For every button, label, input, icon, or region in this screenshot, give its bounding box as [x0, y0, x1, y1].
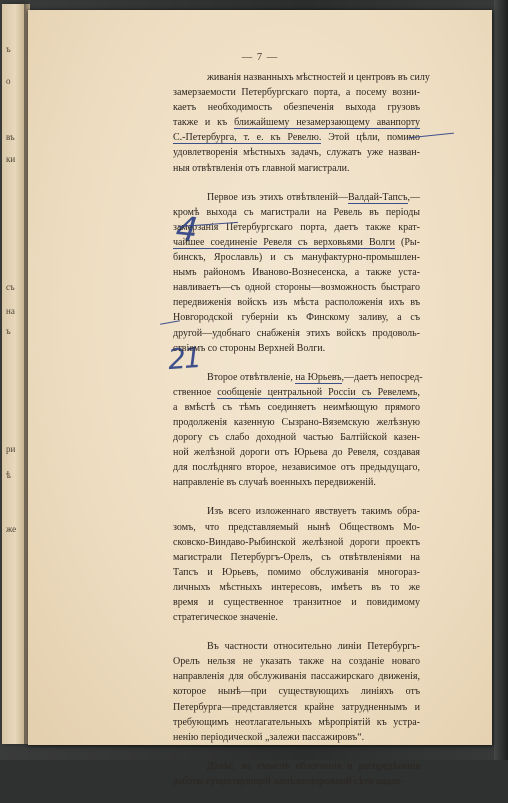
text-line: Новгородской губерніи къ Финскому заливу, а съ [173, 312, 420, 324]
text-line: время и существенное транзитное и повидимому [173, 597, 420, 608]
text-line: дорогу съ слабо доходной частью Балтійской казен- [173, 432, 420, 444]
paragraph [173, 504, 420, 625]
text-line: нымъ райономъ Иваново-Вознесенска, а также уста- [173, 267, 420, 279]
text-line: сковско-Виндаво-Рыбинской желѣзной дороги проектъ [173, 536, 420, 548]
previous-page-fragment: же [6, 524, 17, 534]
text-line: зомъ, что представляемый нынѣ Обществомъ Мо- [173, 521, 420, 533]
paragraph [173, 70, 430, 176]
text-line: Петербурга—представляется крайне затрудненнымъ и [173, 701, 420, 713]
text-line: Далѣе, въ смыслѣ облегченія и распредѣленія [207, 760, 420, 772]
text-line: другой—удобнаго снабженія этихъ войскъ продоволь- [173, 327, 420, 339]
underlined-passage: С.-Петербурга, т. е. къ Ревелю. [173, 132, 322, 144]
text-line: продолженія казенную Сызрано-Вяземскую желѣзную [173, 416, 420, 428]
underlined-passage: ближайшему незамерзающему аванпорту [234, 117, 421, 129]
paragraph [173, 759, 420, 789]
previous-page-fragment: ъ [6, 326, 11, 336]
cover-edge [494, 0, 508, 760]
text-line: а вмѣстѣ съ тѣмъ соединяетъ неимѣющую прямого [173, 401, 420, 413]
text-line: направленіе въ случаѣ военныхъ передвиженій. [173, 477, 376, 489]
underlined-passage: на Юрьевъ [295, 371, 342, 383]
page-number: — 7 — [241, 52, 279, 63]
paragraph [173, 190, 420, 356]
text-line: стратегическое значеніе. [173, 612, 278, 624]
text-line: ственное сообщеніе центральной Россіи съ Ревелемъ, [173, 386, 420, 398]
text-line: замерзанія Петербургскаго порта, даетъ также крат- [173, 221, 420, 233]
previous-page-fragment: ки [6, 154, 16, 164]
previous-page-fragment: на [6, 306, 15, 316]
text-line: работы существующей желѣзнодорожной сѣти надле- [173, 775, 404, 787]
paragraph [173, 370, 423, 491]
text-line: замерзаемости Петербургскаго порта, а посему возни- [173, 87, 420, 99]
underlined-passage: Валдай-Тапсъ [347, 191, 408, 203]
text-line: личныхъ мѣстныхъ интересовъ, имѣетъ въ то же [173, 581, 420, 593]
text-line: бинскъ, Ярославль) и съ мануфактурно-промышлен- [173, 252, 420, 264]
text-line: которое нынѣ—при существующихъ линіяхъ отъ [173, 686, 420, 698]
text-line: ненію періодической „залежи пассажировъ“. [173, 731, 365, 743]
text-line: требующимъ неотлагательныхъ мѣропріятій къ устра- [173, 716, 420, 728]
text-line: каетъ необходимость обезпеченія выхода грузовъ [173, 102, 420, 114]
text-line: ныя отвѣтвленія отъ главной магистрали. [173, 162, 350, 174]
text-line: Тапсъ и Юрьевъ, помимо обслуживанія многораз- [173, 566, 420, 578]
previous-page-fragment: ѣ [6, 470, 11, 480]
previous-page-fragment: въ [6, 132, 15, 142]
text-line: магистрали Петербургъ-Орелъ, съ отвѣтвленіями на [173, 551, 420, 563]
text-line: чайшее соединеніе Ревеля съ верховьями Волги (Ры- [173, 236, 420, 248]
text-line: С.-Петербурга, т. е. къ Ревелю. Этой цѣли, помимо [173, 132, 421, 144]
text-line: Въ частности относительно линіи Петербургъ- [207, 641, 420, 653]
paragraph [173, 639, 420, 745]
text-line: направленія для обслуживанія пассажирскаго движенія, [173, 671, 420, 683]
underlined-passage: чайшее соединеніе Ревеля съ верховьями Волги [173, 236, 395, 248]
previous-page-fragment: ъ [6, 44, 11, 54]
text-line: удовлетворенія мѣстныхъ задачъ, служатъ уже назван- [173, 147, 420, 159]
text-line: Первое изъ этихъ отвѣтвленій—Валдай-Тапсъ,— [207, 191, 420, 203]
text-line: кромѣ выхода съ магистрали на Ревель въ періоды [173, 206, 420, 218]
text-line: Второе отвѣтвленіе, на Юрьевъ,—даетъ непосред- [207, 371, 423, 383]
previous-page-fragment: съ [6, 282, 15, 292]
previous-page-fragment: о [6, 76, 11, 86]
pencil-note-4: 4 [173, 208, 200, 252]
text-line: Орелъ нельзя не указать также на созданіе новаго [173, 656, 420, 668]
text-line: ной желѣзной дороги отъ Юрьева до Ревеля, создавая [173, 447, 420, 459]
underlined-passage: сообщеніе центральной Россіи съ Ревелемъ [217, 386, 418, 398]
previous-page-edge [2, 4, 24, 744]
text-line: Изъ всего изложеннаго явствуетъ такимъ обра- [207, 506, 420, 518]
text-line: также и къ ближайшему незамерзающему аванпорту [173, 117, 421, 129]
previous-page-fragment: ри [6, 444, 16, 454]
body-text [173, 70, 430, 803]
text-line: живанія названныхъ мѣстностей и центровъ въ силу [207, 72, 430, 83]
book-page [28, 10, 492, 787]
text-line: для послѣдняго второе, независимое отъ предыдущаго, [173, 462, 420, 474]
text-line: навливаетъ—съ одной стороны—возможность быстраго [173, 282, 420, 294]
text-line: передвиженія войскъ изъ мѣста расположенія ихъ въ [173, 297, 420, 309]
text-line: ствіемъ со стороны Верхней Волги. [173, 342, 326, 354]
pencil-note-21: 21 [166, 340, 201, 377]
